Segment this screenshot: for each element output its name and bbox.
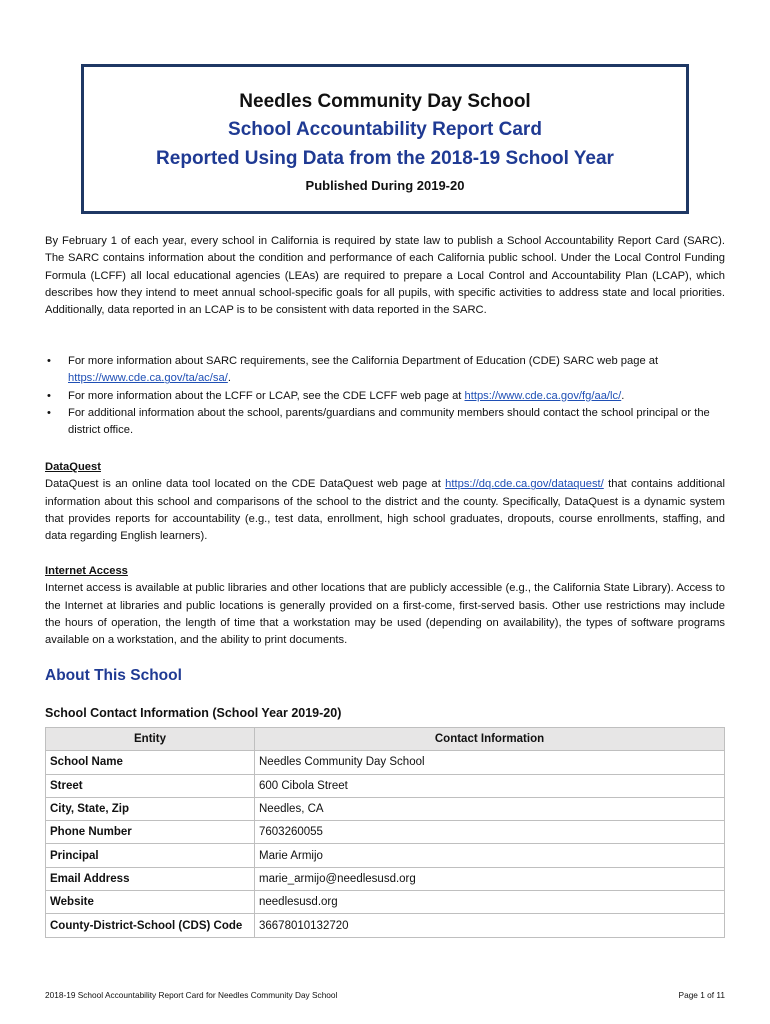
row-label: Principal — [46, 844, 255, 867]
row-label: Street — [46, 774, 255, 797]
sarc-link[interactable]: https://www.cde.ca.gov/ta/ac/sa/ — [68, 372, 228, 385]
table-row — [46, 891, 725, 914]
table-row — [46, 914, 725, 937]
dataquest-text-before: DataQuest is an online data tool located on the CDE DataQuest web page at — [45, 478, 446, 491]
internet-access-heading: Internet Access — [45, 565, 128, 577]
internet-access-paragraph: Internet access is available at public libraries and other locations that are publicly accessible (e.g., the California State Library). Access to the Internet at libraries and public locations is generally provided on a first-come, first-served basis. Other use restrictions may include the hours of operation, the length of time that a workstation may be used (depending on availability), the types of software programs available on a workstation, and the ability to print documents. — [45, 582, 725, 647]
row-label: County-District-School (CDS) Code — [46, 914, 255, 937]
internet-access-section — [45, 563, 725, 649]
table-row — [46, 797, 725, 820]
row-label: Website — [46, 891, 255, 914]
row-value: needlesusd.org — [255, 891, 725, 914]
row-value: 36678010132720 — [255, 914, 725, 937]
row-label: Email Address — [46, 867, 255, 890]
intro-paragraph: By February 1 of each year, every school in California is required by state law to publish a School Accountability Report Card (SARC). The SARC contains information about the condition and performance of each California public school. Under the Local Control Funding Formula (LCFF) all local educational agencies (LEAs) are required to prepare a Local Control and Accountability Plan (LCAP), which describes how they intend to meet annual school-specific goals for all pupils, with specific activities to address state and local priorities. Additionally, data reported in an LCAP is to be consistent with data reported in the SARC. — [45, 235, 725, 317]
dataquest-heading: DataQuest — [45, 461, 101, 473]
row-value: Needles, CA — [255, 797, 725, 820]
col-contact-header: Contact Information — [255, 728, 725, 751]
dataquest-section — [45, 459, 725, 545]
bullet-lcff-end: . — [621, 389, 625, 402]
about-school-heading: About This School — [45, 667, 182, 684]
bullet-lcff — [45, 388, 725, 405]
report-title: School Accountability Report Card — [228, 119, 542, 140]
row-label: Phone Number — [46, 821, 255, 844]
info-bullet-list — [45, 353, 725, 439]
footer-page-number: Page 1 of 11 — [678, 990, 725, 1000]
published-title: Published During 2019-20 — [305, 178, 465, 193]
data-year-title: Reported Using Data from the 2018-19 School Year — [156, 148, 614, 169]
bullet-contact — [45, 405, 725, 440]
row-label: City, State, Zip — [46, 797, 255, 820]
dataquest-paragraph — [45, 476, 725, 545]
table-row — [46, 844, 725, 867]
dataquest-link[interactable]: https://dq.cde.ca.gov/dataquest/ — [445, 478, 604, 491]
bullet-sarc-text: For more information about SARC requirements, see the California Department of Education (CDE) SARC web page at — [68, 355, 659, 367]
table-row — [46, 774, 725, 797]
row-value: 600 Cibola Street — [255, 774, 725, 797]
table-row — [46, 751, 725, 774]
bullet-lcff-text: For more information about the LCFF or LCAP, see the CDE LCFF web page at — [68, 389, 465, 402]
row-label: School Name — [46, 751, 255, 774]
row-value: Needles Community Day School — [255, 751, 725, 774]
bullet-contact-text: For additional information about the school, parents/guardians and community members should contact the school principal or the district office. — [68, 406, 710, 437]
bullet-sarc — [45, 353, 725, 388]
contact-table-title: School Contact Information (School Year 2019-20) — [45, 706, 342, 720]
dataquest-text-after: that contains additional information about this school and comparisons of the school to the district and the county. Specifically, DataQuest is a dynamic system that provides reports for accountability (e.g., test data, enrollment, high school graduates, dropouts, course enrollments, staffing, and data regarding English learners). — [45, 478, 725, 543]
table-row — [46, 867, 725, 890]
row-value: marie_armijo@needlesusd.org — [255, 867, 725, 890]
row-value: 7603260055 — [255, 821, 725, 844]
table-header-row — [46, 728, 725, 751]
table-row — [46, 821, 725, 844]
row-value: Marie Armijo — [255, 844, 725, 867]
school-name-title: Needles Community Day School — [239, 91, 531, 112]
bullet-sarc-end: . — [227, 372, 231, 385]
contact-info-table — [45, 727, 725, 938]
title-box — [81, 64, 689, 214]
footer-document-title: 2018-19 School Accountability Report Card for Needles Community Day School — [45, 990, 338, 1000]
col-entity-header: Entity — [46, 728, 255, 751]
lcff-link[interactable]: https://www.cde.ca.gov/fg/aa/lc/ — [464, 389, 622, 402]
